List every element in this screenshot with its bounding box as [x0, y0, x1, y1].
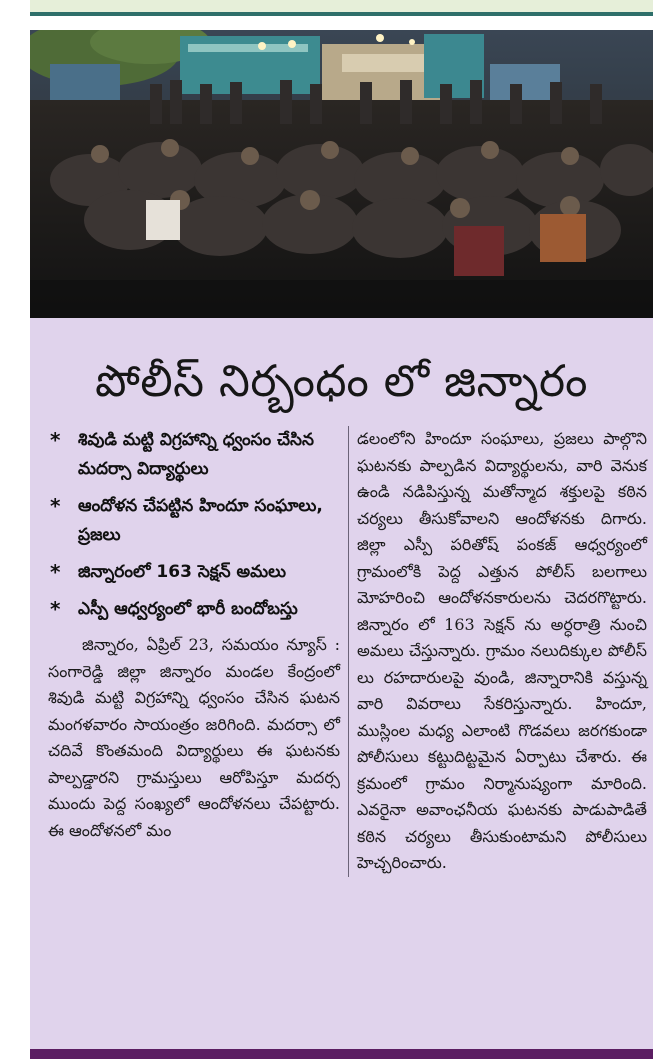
protest-photo — [30, 30, 653, 318]
left-column — [48, 426, 340, 844]
bottom-rule — [30, 1049, 653, 1059]
body-text-left: జిన్నారం, ఏప్రిల్ 23, సమయం న్యూస్ : సంగారెడ్డి జిల్లా జిన్నారం మండల కేంద్రంలో శివుడి మట్టి విగ్రహాన్ని ధ్వంసం చేసిన ఘటన మంగళవారం సాయంత్రం జరిగింది. మదర్సా లో చదివే కొంతమంది విద్యార్థులు ఈ ఘటనకు పాల్పడ్డారని గ్రామస్తులు ఆరోపిస్తూ మదర్స ముందు పెద్ద సంఖ్యలో ఆందోళనలు చేపట్టారు. ఈ ఆందోళనలో మం — [48, 635, 340, 840]
highlight-item: * ఆందోళన చేపట్టిన హిందూ సంఘాలు, ప్రజలు — [50, 494, 323, 545]
asterisk-icon: * — [50, 560, 61, 584]
highlights-list — [48, 426, 340, 624]
right-column — [348, 426, 647, 877]
asterisk-icon: * — [50, 597, 61, 621]
article-block — [30, 318, 653, 1049]
headline: పోలీస్ నిర్బంధం లో జిన్నారం — [95, 356, 588, 407]
highlight-item: * జిన్నారంలో 163 సెక్షన్ అమలు — [48, 558, 340, 587]
highlight-item: * శివుడి మట్టి విగ్రహాన్ని ధ్వంసం చేసిన మదర్సా విద్యార్థులు — [50, 428, 314, 479]
highlight-item: * ఎస్పీ ఆధ్వర్యంలో భారీ బందోబస్తు — [48, 595, 340, 624]
asterisk-icon: * — [50, 494, 61, 518]
previous-article-strip — [30, 0, 653, 16]
asterisk-icon: * — [50, 428, 61, 452]
body-text-right: డలంలోని హిందూ సంఘాలు, ప్రజలు పాల్గొని ఘటనకు పాల్పడిన విద్యార్థులను, వారి వెనుక ఉండి నడిపిస్తున్న మతోన్మాద శక్తులపై కఠిన చర్యలు తీసుకోవాలని ఆందోళనకు దిగారు. జిల్లా ఎస్పీ పరితోష్ పంకజ్ ఆధ్వర్యంలో గ్రామంలోకి పెద్ద ఎత్తున పోలీస్ బలగాలు మోహరించి ఆందోళనకారులను చెదరగొట్టారు. జిన్నారం లో 163 సెక్షన్ ను అర్ధరాత్రి నుంచి అమలు చేస్తున్నారు. గ్రామం నలుదిక్కుల పోలీస్ లు రహదారులపై వుండి, జిన్నారానికి వస్తున్న వారి వివరాలు సేకరిస్తున్నారు. హిందూ, ముస్లింల మధ్య ఎలాంటి గొడవలు జరగకుండా పోలీసులు కట్టుదిట్టమైన ఏర్పాటు చేశారు. ఈ క్రమంలో గ్రామం నిర్మానుష్యంగా మారింది. ఎవరైనా అవాంఛనీయ ఘటనకు పాడుపాడితే కఠిన చర్యలు తీసుకుంటామని పోలీసులు హెచ్చరించారు. — [357, 429, 647, 872]
